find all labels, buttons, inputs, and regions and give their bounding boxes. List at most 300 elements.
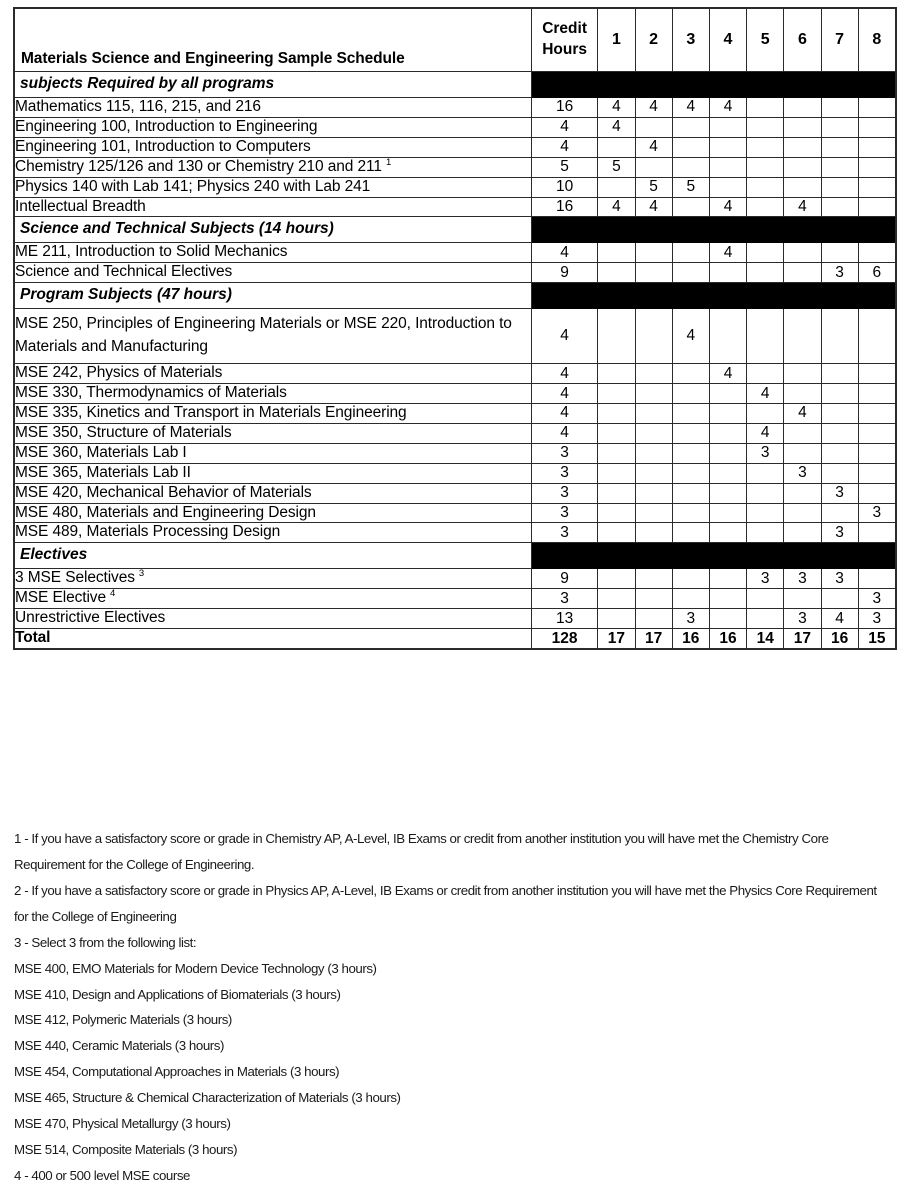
footnote-line: 2 - If you have a satisfactory score or grade in Physics AP, A-Level, IB Exams or credit from another institution you will have met the Physics Core Requirement for the College of Engineering: [14, 882, 877, 924]
section-fill-cell: [858, 72, 895, 98]
term-cell-7: [821, 589, 858, 609]
term-cell-4: [709, 609, 746, 629]
term-cell-2: [635, 243, 672, 263]
credit-hours-cell: 3: [531, 523, 597, 543]
term-cell-4: 16: [709, 629, 746, 649]
term-cell-3: [672, 443, 709, 463]
term-header-6: 6: [784, 9, 821, 72]
section-label: Science and Technical Subjects (14 hours): [15, 217, 532, 243]
term-cell-1: [598, 609, 635, 629]
term-cell-6: [784, 589, 821, 609]
term-cell-8: [858, 423, 895, 443]
term-cell-4: [709, 384, 746, 404]
footnote-line: MSE 412, Polymeric Materials (3 hours): [14, 1012, 232, 1028]
course-name-cell: [15, 243, 532, 263]
term-cell-3: 16: [672, 629, 709, 649]
footnote-line: 3 - Select 3 from the following list:: [14, 934, 197, 950]
term-cell-1: [598, 503, 635, 523]
course-name-cell: [15, 384, 532, 404]
term-cell-5: [747, 117, 784, 137]
course-name-cell: [15, 463, 532, 483]
credit-hours-cell: 9: [531, 569, 597, 589]
term-cell-7: [821, 463, 858, 483]
credit-hours-cell: 3: [531, 443, 597, 463]
term-cell-3: [672, 404, 709, 424]
schedule-table-container: [14, 8, 896, 649]
course-row: [15, 263, 896, 283]
section-fill-cell: [858, 543, 895, 569]
course-name-cell: [15, 177, 532, 197]
term-cell-6: [784, 98, 821, 118]
course-name-cell: [15, 629, 532, 649]
credit-hours-header: Credit Hours: [531, 9, 597, 72]
term-cell-6: [784, 137, 821, 157]
section-fill-cell: [598, 283, 635, 309]
course-row: [15, 463, 896, 483]
course-row: [15, 443, 896, 463]
term-cell-6: [784, 177, 821, 197]
term-cell-2: [635, 263, 672, 283]
term-cell-5: 4: [747, 423, 784, 443]
course-row: [15, 503, 896, 523]
term-cell-4: [709, 483, 746, 503]
course-row: [15, 137, 896, 157]
term-cell-3: [672, 483, 709, 503]
footnote-line: MSE 440, Ceramic Materials (3 hours): [14, 1038, 224, 1054]
section-fill-cell: [858, 217, 895, 243]
term-cell-3: [672, 569, 709, 589]
term-cell-3: [672, 263, 709, 283]
footnote-marker: 4: [109, 588, 116, 600]
term-cell-5: [747, 177, 784, 197]
term-cell-8: [858, 443, 895, 463]
schedule-title-cell: [15, 9, 532, 72]
credit-hours-cell: 128: [531, 629, 597, 649]
course-row: [15, 483, 896, 503]
course-row: [15, 117, 896, 137]
term-cell-2: 5: [635, 177, 672, 197]
term-cell-5: 4: [747, 384, 784, 404]
term-cell-3: [672, 137, 709, 157]
term-header-3: 3: [672, 9, 709, 72]
course-row: [15, 384, 896, 404]
term-cell-8: [858, 197, 895, 217]
term-cell-1: [598, 263, 635, 283]
term-cell-8: [858, 98, 895, 118]
course-name: MSE Elective: [15, 589, 106, 607]
term-cell-8: 3: [858, 503, 895, 523]
term-cell-6: [784, 483, 821, 503]
table-header-row: [15, 9, 896, 72]
term-cell-2: [635, 309, 672, 364]
term-cell-7: [821, 137, 858, 157]
section-fill-cell: [531, 217, 597, 243]
course-name: MSE 330, Thermodynamics of Materials: [15, 384, 287, 402]
term-cell-8: [858, 177, 895, 197]
course-name: MSE 489, Materials Processing Design: [15, 523, 281, 541]
credit-hours-cell: 3: [531, 463, 597, 483]
section-header-row: [15, 72, 896, 98]
term-cell-3: [672, 157, 709, 177]
term-cell-8: [858, 137, 895, 157]
term-cell-2: [635, 503, 672, 523]
course-name-cell: [15, 503, 532, 523]
term-cell-1: [598, 523, 635, 543]
footnote-line: MSE 470, Physical Metallurgy (3 hours): [14, 1116, 231, 1132]
term-cell-7: 3: [821, 569, 858, 589]
term-cell-3: [672, 117, 709, 137]
footnotes-block: [14, 826, 894, 1189]
section-fill-cell: [672, 283, 709, 309]
section-label: subjects Required by all programs: [15, 72, 532, 98]
course-name: Science and Technical Electives: [15, 263, 233, 281]
term-cell-3: [672, 197, 709, 217]
course-name-cell: [15, 117, 532, 137]
credit-hours-cell: 9: [531, 263, 597, 283]
term-cell-8: [858, 157, 895, 177]
term-cell-2: [635, 157, 672, 177]
term-cell-7: [821, 117, 858, 137]
term-cell-6: [784, 309, 821, 364]
term-cell-2: [635, 117, 672, 137]
term-cell-3: [672, 589, 709, 609]
section-fill-cell: [784, 543, 821, 569]
term-cell-1: [598, 384, 635, 404]
term-cell-5: [747, 243, 784, 263]
course-name-cell: [15, 609, 532, 629]
term-cell-1: [598, 137, 635, 157]
credit-hours-cell: 5: [531, 157, 597, 177]
term-cell-1: [598, 423, 635, 443]
section-label: Program Subjects (47 hours): [15, 283, 532, 309]
term-cell-2: [635, 384, 672, 404]
term-cell-8: 3: [858, 589, 895, 609]
term-cell-7: [821, 157, 858, 177]
course-name-cell: [15, 569, 532, 589]
term-cell-5: [747, 263, 784, 283]
credit-hours-cell: 3: [531, 483, 597, 503]
section-header-row: [15, 217, 896, 243]
footnote-line: MSE 454, Computational Approaches in Materials (3 hours): [14, 1064, 340, 1080]
credit-hours-cell: 4: [531, 117, 597, 137]
section-fill-cell: [709, 72, 746, 98]
course-name: MSE 420, Mechanical Behavior of Materials: [15, 483, 312, 501]
term-cell-4: 4: [709, 98, 746, 118]
term-cell-5: [747, 137, 784, 157]
term-cell-2: [635, 589, 672, 609]
term-cell-7: [821, 177, 858, 197]
term-cell-6: 4: [784, 197, 821, 217]
course-name-cell: [15, 137, 532, 157]
section-fill-cell: [747, 283, 784, 309]
course-row: [15, 157, 896, 177]
term-cell-2: [635, 404, 672, 424]
term-cell-7: [821, 503, 858, 523]
term-cell-1: 5: [598, 157, 635, 177]
section-fill-cell: [821, 217, 858, 243]
term-cell-4: [709, 177, 746, 197]
term-cell-6: 3: [784, 609, 821, 629]
term-cell-2: [635, 463, 672, 483]
term-cell-1: [598, 443, 635, 463]
course-name-cell: [15, 309, 532, 364]
section-fill-cell: [858, 283, 895, 309]
credit-hours-cell: 13: [531, 609, 597, 629]
term-cell-3: 3: [672, 609, 709, 629]
term-cell-4: [709, 503, 746, 523]
term-cell-2: [635, 364, 672, 384]
term-cell-4: [709, 423, 746, 443]
term-cell-4: [709, 523, 746, 543]
section-fill-cell: [709, 283, 746, 309]
term-cell-5: 3: [747, 569, 784, 589]
term-cell-5: [747, 404, 784, 424]
course-name: Total: [15, 629, 51, 647]
section-fill-cell: [598, 217, 635, 243]
section-fill-cell: [709, 543, 746, 569]
term-cell-1: [598, 483, 635, 503]
section-fill-cell: [672, 543, 709, 569]
term-cell-2: [635, 443, 672, 463]
term-cell-8: [858, 364, 895, 384]
term-cell-5: 14: [747, 629, 784, 649]
term-cell-8: [858, 243, 895, 263]
term-cell-2: [635, 523, 672, 543]
footnote-marker: 1: [385, 156, 392, 168]
term-cell-6: [784, 523, 821, 543]
course-row: [15, 589, 896, 609]
term-cell-2: [635, 609, 672, 629]
term-cell-5: [747, 98, 784, 118]
course-name: Mathematics 115, 116, 215, and 216: [15, 98, 261, 115]
credit-hours-cell: 3: [531, 589, 597, 609]
section-fill-cell: [672, 217, 709, 243]
course-row: [15, 523, 896, 543]
section-fill-cell: [821, 283, 858, 309]
term-cell-6: [784, 117, 821, 137]
term-cell-4: 4: [709, 364, 746, 384]
term-cell-1: 17: [598, 629, 635, 649]
term-cell-2: [635, 423, 672, 443]
course-name: Intellectual Breadth: [15, 197, 146, 215]
term-cell-7: [821, 197, 858, 217]
course-row: [15, 423, 896, 443]
course-name: Unrestrictive Electives: [15, 609, 166, 627]
term-cell-1: [598, 309, 635, 364]
term-cell-8: [858, 384, 895, 404]
term-cell-8: 15: [858, 629, 895, 649]
section-fill-cell: [821, 543, 858, 569]
term-cell-3: [672, 423, 709, 443]
footnote-line: MSE 465, Structure & Chemical Characterization of Materials (3 hours): [14, 1090, 401, 1106]
term-cell-6: [784, 157, 821, 177]
term-header-8: 8: [858, 9, 895, 72]
section-fill-cell: [531, 543, 597, 569]
term-cell-2: [635, 569, 672, 589]
section-header-row: [15, 283, 896, 309]
credit-hours-cell: 4: [531, 384, 597, 404]
term-cell-3: [672, 243, 709, 263]
term-header-7: 7: [821, 9, 858, 72]
footnote-line: 4 - 400 or 500 level MSE course: [14, 1167, 190, 1183]
course-row: [15, 404, 896, 424]
total-row: [15, 629, 896, 649]
term-header-4: 4: [709, 9, 746, 72]
term-cell-7: 3: [821, 483, 858, 503]
section-fill-cell: [531, 283, 597, 309]
term-cell-6: [784, 384, 821, 404]
course-name-cell: [15, 483, 532, 503]
term-cell-5: [747, 463, 784, 483]
term-cell-2: 17: [635, 629, 672, 649]
term-cell-8: [858, 117, 895, 137]
section-fill-cell: [672, 72, 709, 98]
sample-schedule-table: [14, 8, 896, 649]
term-cell-4: [709, 569, 746, 589]
term-cell-5: 3: [747, 443, 784, 463]
course-row: [15, 309, 896, 364]
term-cell-4: 4: [709, 197, 746, 217]
section-fill-cell: [747, 217, 784, 243]
term-cell-4: [709, 589, 746, 609]
term-cell-1: [598, 404, 635, 424]
term-cell-8: [858, 309, 895, 364]
term-cell-6: [784, 364, 821, 384]
credit-hours-cell: 4: [531, 364, 597, 384]
term-cell-7: [821, 384, 858, 404]
section-fill-cell: [598, 543, 635, 569]
term-cell-6: 3: [784, 463, 821, 483]
term-cell-6: [784, 443, 821, 463]
term-cell-7: [821, 243, 858, 263]
credit-hours-cell: 4: [531, 137, 597, 157]
credit-hours-cell: 16: [531, 197, 597, 217]
footnote-marker: 3: [138, 568, 145, 580]
term-cell-2: 4: [635, 137, 672, 157]
term-cell-8: [858, 483, 895, 503]
term-cell-2: 4: [635, 197, 672, 217]
course-row: [15, 569, 896, 589]
course-name-cell: [15, 443, 532, 463]
course-name: MSE 350, Structure of Materials: [15, 423, 232, 441]
term-header-2: 2: [635, 9, 672, 72]
section-fill-cell: [747, 543, 784, 569]
credit-hours-cell: 3: [531, 503, 597, 523]
term-cell-7: 16: [821, 629, 858, 649]
term-cell-7: [821, 98, 858, 118]
footnote-line: 1 - If you have a satisfactory score or grade in Chemistry AP, A-Level, IB Exams or credit from another institution you will have met the Chemistry Core Requirement for the College of Engineering.: [14, 831, 829, 872]
term-cell-6: [784, 263, 821, 283]
term-cell-1: 4: [598, 197, 635, 217]
term-cell-1: 4: [598, 117, 635, 137]
course-name: Engineering 101, Introduction to Computers: [15, 137, 311, 155]
term-cell-5: [747, 157, 784, 177]
section-fill-cell: [709, 217, 746, 243]
credit-hours-cell: 4: [531, 404, 597, 424]
term-cell-5: [747, 309, 784, 364]
section-fill-cell: [784, 72, 821, 98]
term-cell-1: [598, 463, 635, 483]
term-cell-3: [672, 364, 709, 384]
term-cell-5: [747, 523, 784, 543]
term-cell-5: [747, 197, 784, 217]
section-fill-cell: [747, 72, 784, 98]
term-cell-7: [821, 309, 858, 364]
term-cell-6: 3: [784, 569, 821, 589]
term-cell-3: [672, 503, 709, 523]
term-cell-7: [821, 443, 858, 463]
course-name-cell: [15, 423, 532, 443]
term-cell-2: 4: [635, 98, 672, 118]
course-name: MSE 360, Materials Lab I: [15, 443, 187, 461]
course-name-cell: [15, 589, 532, 609]
term-cell-6: 4: [784, 404, 821, 424]
term-cell-2: [635, 483, 672, 503]
term-cell-5: [747, 589, 784, 609]
term-cell-6: [784, 423, 821, 443]
course-name: MSE 480, Materials and Engineering Design: [15, 503, 316, 521]
course-row: [15, 609, 896, 629]
section-header-row: [15, 543, 896, 569]
section-fill-cell: [635, 217, 672, 243]
term-cell-3: [672, 523, 709, 543]
course-name-cell: [15, 157, 532, 177]
section-fill-cell: [531, 72, 597, 98]
term-cell-7: 4: [821, 609, 858, 629]
section-fill-cell: [784, 217, 821, 243]
course-name-cell: [15, 364, 532, 384]
credit-hours-cell: 4: [531, 423, 597, 443]
credit-hours-cell: 4: [531, 309, 597, 364]
term-cell-8: 3: [858, 609, 895, 629]
term-cell-1: [598, 364, 635, 384]
course-name: Physics 140 with Lab 141; Physics 240 with Lab 241: [15, 177, 371, 195]
term-cell-3: [672, 384, 709, 404]
term-cell-4: [709, 157, 746, 177]
term-header-1: 1: [598, 9, 635, 72]
section-fill-cell: [635, 543, 672, 569]
section-fill-cell: [821, 72, 858, 98]
course-name: ME 211, Introduction to Solid Mechanics: [15, 243, 288, 261]
term-cell-4: [709, 117, 746, 137]
term-cell-5: [747, 364, 784, 384]
section-fill-cell: [635, 72, 672, 98]
term-cell-1: [598, 243, 635, 263]
term-cell-3: 5: [672, 177, 709, 197]
course-name: MSE 365, Materials Lab II: [15, 463, 191, 481]
footnote-line: MSE 514, Composite Materials (3 hours): [14, 1142, 238, 1158]
term-cell-8: 6: [858, 263, 895, 283]
footnote-line: MSE 400, EMO Materials for Modern Device Technology (3 hours): [14, 960, 377, 976]
section-fill-cell: [598, 72, 635, 98]
term-cell-5: [747, 483, 784, 503]
footnote-line: MSE 410, Design and Applications of Biomaterials (3 hours): [14, 986, 341, 1002]
page-title: Materials Science and Engineering Sample Schedule: [21, 50, 405, 67]
term-cell-4: 4: [709, 243, 746, 263]
course-name-cell: [15, 263, 532, 283]
term-cell-1: [598, 177, 635, 197]
term-cell-7: 3: [821, 523, 858, 543]
term-cell-4: [709, 443, 746, 463]
course-row: [15, 197, 896, 217]
course-row: [15, 98, 896, 118]
term-header-5: 5: [747, 9, 784, 72]
term-cell-3: 4: [672, 309, 709, 364]
course-name: MSE 250, Principles of Engineering Materials or MSE 220, Introduction to Materials and Manufacturing: [15, 315, 512, 355]
course-name-cell: [15, 197, 532, 217]
term-cell-8: [858, 463, 895, 483]
term-cell-7: [821, 404, 858, 424]
